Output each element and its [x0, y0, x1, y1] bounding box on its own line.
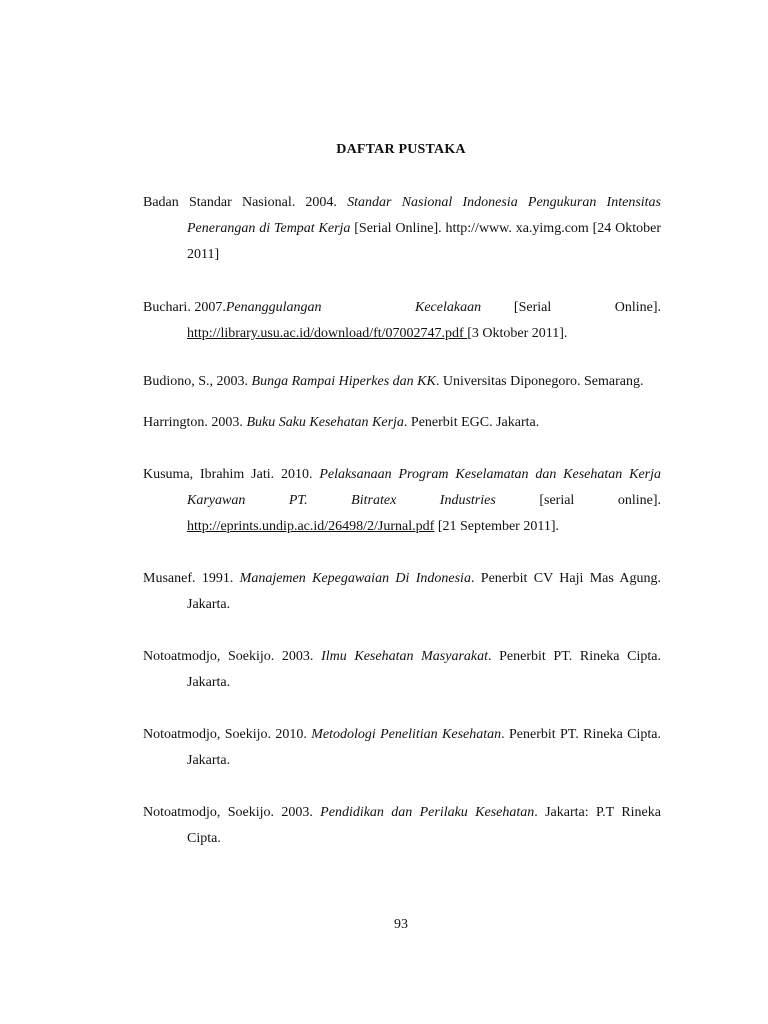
reference-entry: [143, 566, 661, 618]
reference-source: [Serial Online].: [513, 300, 661, 315]
reference-link[interactable]: http://library.usu.ac.id/download/ft/07002747.pdf: [187, 326, 468, 341]
reference-title: Standar Nasional Indonesia Pengukuran Intensitas Penerangan di Tempat Kerja: [187, 195, 661, 236]
page-title: DAFTAR PUSTAKA: [336, 142, 466, 157]
reference-source: . Penerbit PT. Rineka Cipta. Jakarta.: [187, 727, 661, 768]
reference-link[interactable]: http://eprints.undip.ac.id/26498/2/Jurnal.pdf: [187, 519, 435, 534]
reference-title: Buku Saku Kesehatan Kerja: [246, 415, 404, 430]
reference-author-year: Notoatmodjo, Soekijo. 2003.: [143, 649, 322, 664]
reference-source: . Penerbit PT. Rineka Cipta. Jakarta.: [187, 649, 661, 690]
reference-author-year: Notoatmodjo, Soekijo. 2010.: [143, 727, 312, 742]
reference-source: . Penerbit CV Haji Mas Agung. Jakarta.: [187, 571, 662, 612]
reference-author-year: Notoatmodjo, Soekijo. 2003.: [143, 805, 321, 820]
reference-title: Metodologi Penelitian Kesehatan: [311, 727, 502, 742]
reference-author-year: Budiono, S., 2003.: [143, 374, 252, 389]
reference-author-year: Kusuma, Ibrahim Jati. 2010.: [143, 467, 320, 482]
reference-entry: [143, 644, 661, 696]
reference-entry: [143, 373, 661, 390]
reference-title: Ilmu Kesehatan Masyarakat: [321, 649, 488, 664]
reference-author-year: Musanef. 1991.: [143, 571, 240, 586]
reference-title: Penanggulangan Kecelakaan: [225, 300, 482, 315]
reference-source: . Jakarta: P.T Rineka Cipta.: [187, 805, 661, 846]
reference-access-date: [21 September 2011].: [434, 519, 559, 534]
reference-entry: [143, 800, 661, 852]
page-number: 93: [394, 917, 408, 932]
reference-entry: [143, 722, 661, 774]
reference-source: [Serial Online]. http://www. xa.yimg.com [24 Oktober 2011]: [187, 221, 661, 262]
reference-first-line: [143, 295, 661, 321]
reference-source: . Universitas Diponegoro. Semarang.: [435, 374, 644, 389]
reference-entry: [143, 295, 661, 347]
reference-author-year: Harrington. 2003.: [143, 415, 247, 430]
reference-entry: [143, 410, 661, 436]
reference-title: Bunga Rampai Hiperkes dan KK: [251, 374, 436, 389]
reference-title: Pelaksanaan Program Keselamatan dan Kesehatan Kerja Karyawan PT. Bitratex Industries: [187, 467, 662, 508]
reference-list: [143, 190, 661, 852]
reference-title: Pendidikan dan Perilaku Kesehatan: [320, 805, 535, 820]
reference-author-year: Buchari. 2007.: [143, 300, 226, 315]
reference-access-date: [3 Oktober 2011].: [467, 326, 568, 341]
reference-source: [serial online].: [495, 493, 661, 508]
reference-author-year: Badan Standar Nasional. 2004.: [143, 195, 348, 210]
reference-entry: [143, 462, 661, 540]
reference-entry: [143, 190, 661, 268]
reference-title: Manajemen Kepegawaian Di Indonesia: [239, 571, 471, 586]
reference-source: . Penerbit EGC. Jakarta.: [403, 415, 540, 430]
